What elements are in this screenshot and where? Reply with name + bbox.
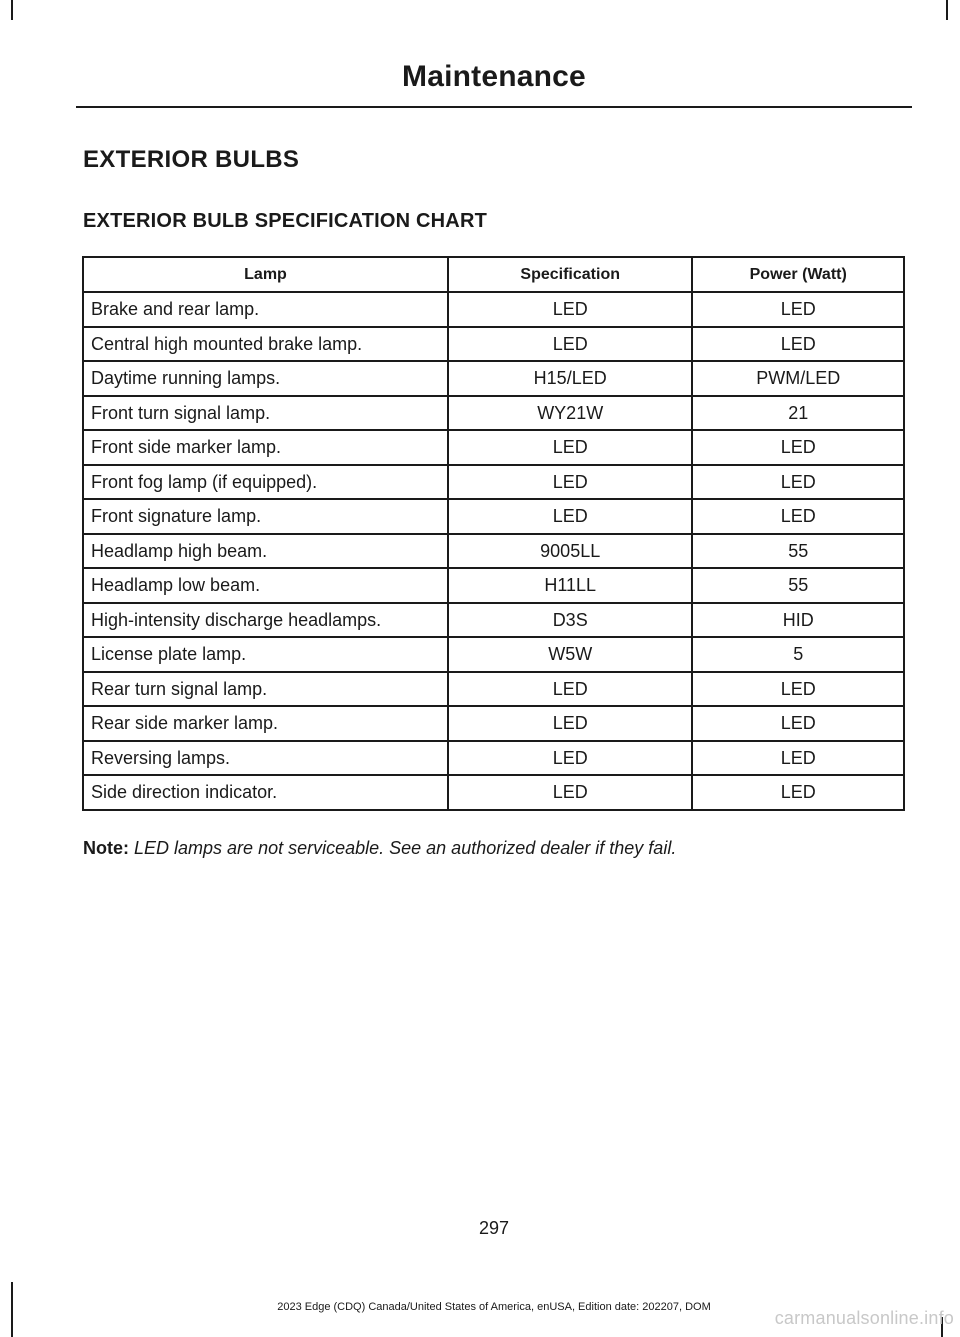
cell-specification: LED bbox=[448, 430, 692, 465]
cell-power: 55 bbox=[692, 568, 904, 603]
cell-lamp: Front signature lamp. bbox=[83, 499, 448, 534]
crop-mark-top-right bbox=[946, 0, 948, 20]
cell-power: LED bbox=[692, 706, 904, 741]
cell-lamp: Central high mounted brake lamp. bbox=[83, 327, 448, 362]
cell-power: LED bbox=[692, 672, 904, 707]
cell-lamp: High-intensity discharge headlamps. bbox=[83, 603, 448, 638]
cell-lamp: Rear turn signal lamp. bbox=[83, 672, 448, 707]
cell-power: LED bbox=[692, 430, 904, 465]
table-row bbox=[83, 292, 904, 327]
header-specification: Specification bbox=[448, 257, 692, 292]
cell-specification: W5W bbox=[448, 637, 692, 672]
cell-power: LED bbox=[692, 292, 904, 327]
note bbox=[83, 838, 913, 859]
header-lamp: Lamp bbox=[83, 257, 448, 292]
cell-lamp: Brake and rear lamp. bbox=[83, 292, 448, 327]
table-row bbox=[83, 775, 904, 810]
page-number: 297 bbox=[478, 1218, 510, 1238]
watermark: carmanualsonline.info bbox=[774, 1308, 954, 1328]
table-row bbox=[83, 672, 904, 707]
header-power: Power (Watt) bbox=[692, 257, 904, 292]
table-header-row bbox=[83, 257, 904, 292]
cell-lamp: Headlamp high beam. bbox=[83, 534, 448, 569]
cell-power: LED bbox=[692, 465, 904, 500]
cell-lamp: License plate lamp. bbox=[83, 637, 448, 672]
cell-power: LED bbox=[692, 327, 904, 362]
section-title: EXTERIOR BULBS bbox=[83, 146, 300, 173]
cell-specification: 9005LL bbox=[448, 534, 692, 569]
cell-specification: LED bbox=[448, 465, 692, 500]
cell-lamp: Rear side marker lamp. bbox=[83, 706, 448, 741]
cell-specification: H11LL bbox=[448, 568, 692, 603]
edition-footer: 2023 Edge (CDQ) Canada/United States of America, enUSA, Edition date: 202207, DOM bbox=[277, 1301, 711, 1313]
cell-lamp: Front side marker lamp. bbox=[83, 430, 448, 465]
note-text: LED lamps are not serviceable. See an authorized dealer if they fail. bbox=[134, 838, 677, 858]
table-row bbox=[83, 465, 904, 500]
cell-specification: D3S bbox=[448, 603, 692, 638]
cell-lamp: Daytime running lamps. bbox=[83, 361, 448, 396]
cell-power: 5 bbox=[692, 637, 904, 672]
table-row bbox=[83, 706, 904, 741]
subsection-title: EXTERIOR BULB SPECIFICATION CHART bbox=[83, 210, 488, 232]
cell-power: LED bbox=[692, 741, 904, 776]
cell-power: 21 bbox=[692, 396, 904, 431]
table-row bbox=[83, 534, 904, 569]
cell-lamp: Headlamp low beam. bbox=[83, 568, 448, 603]
table-row bbox=[83, 741, 904, 776]
cell-specification: LED bbox=[448, 292, 692, 327]
table-row bbox=[83, 361, 904, 396]
cell-power: LED bbox=[692, 499, 904, 534]
cell-lamp: Reversing lamps. bbox=[83, 741, 448, 776]
table-row bbox=[83, 327, 904, 362]
cell-specification: LED bbox=[448, 499, 692, 534]
table-row bbox=[83, 603, 904, 638]
note-label: Note: bbox=[83, 838, 129, 858]
table-row bbox=[83, 396, 904, 431]
cell-power: LED bbox=[692, 775, 904, 810]
table-row bbox=[83, 568, 904, 603]
crop-mark-top-left bbox=[11, 0, 13, 20]
cell-lamp: Side direction indicator. bbox=[83, 775, 448, 810]
table-row bbox=[83, 430, 904, 465]
cell-specification: LED bbox=[448, 327, 692, 362]
cell-power: 55 bbox=[692, 534, 904, 569]
bulb-spec-table bbox=[82, 256, 905, 811]
cell-power: HID bbox=[692, 603, 904, 638]
cell-specification: H15/LED bbox=[448, 361, 692, 396]
chapter-title: Maintenance bbox=[402, 60, 586, 93]
table-row bbox=[83, 637, 904, 672]
table-row bbox=[83, 499, 904, 534]
cell-specification: LED bbox=[448, 741, 692, 776]
cell-specification: LED bbox=[448, 775, 692, 810]
cell-power: PWM/LED bbox=[692, 361, 904, 396]
header-divider bbox=[76, 106, 912, 108]
cell-lamp: Front turn signal lamp. bbox=[83, 396, 448, 431]
cell-specification: WY21W bbox=[448, 396, 692, 431]
cell-lamp: Front fog lamp (if equipped). bbox=[83, 465, 448, 500]
cell-specification: LED bbox=[448, 706, 692, 741]
cell-specification: LED bbox=[448, 672, 692, 707]
